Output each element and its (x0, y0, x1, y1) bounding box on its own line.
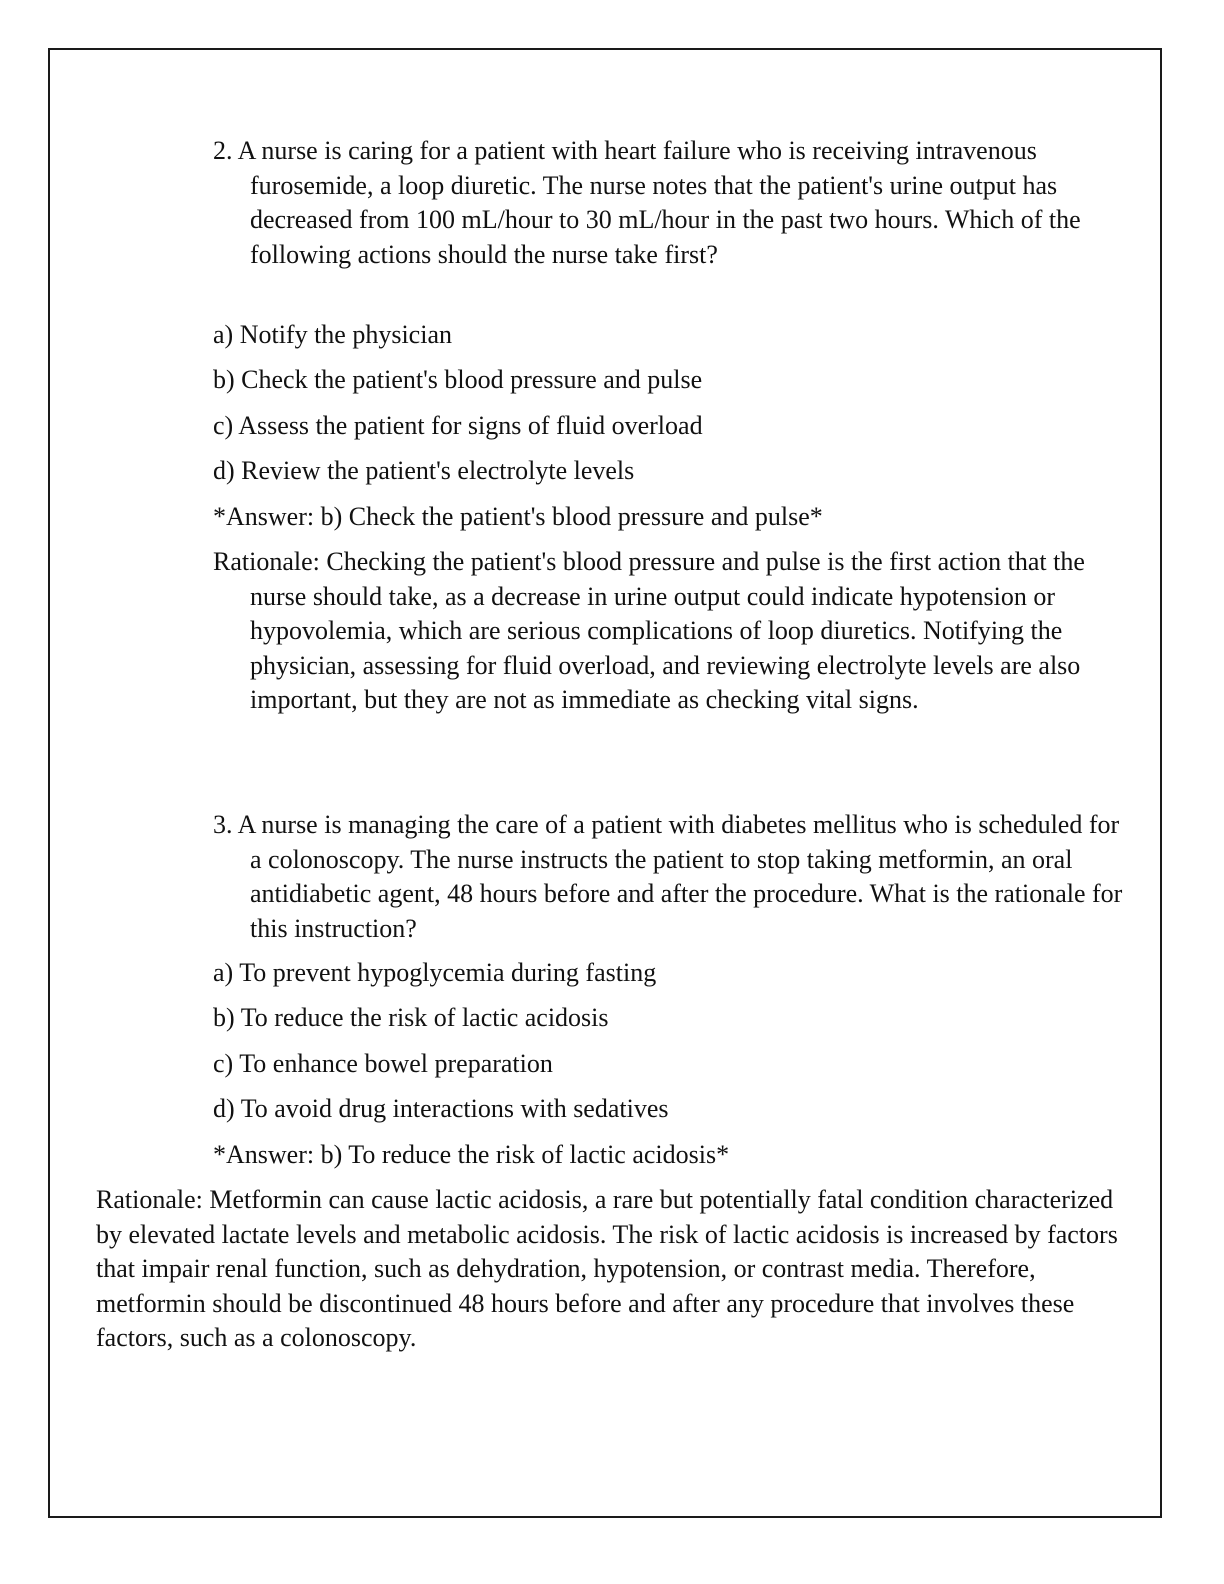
question-3-rationale: Rationale: Metformin can cause lactic acidosis, a rare but potentially fatal condition characterized by elevated lactate levels and metabolic acidosis. The risk of lactic acidosis is increased by factors that impair renal function, such as dehydration, hypotension, or contrast media. Therefore, metformin should be discontinued 48 hours before and after any procedure that involves these factors, such as a colonoscopy. (96, 1185, 1118, 1352)
question-2-stem: 2. A nurse is caring for a patient with heart failure who is receiving intravenous furosemide, a loop diuretic. The nurse notes that the patient's urine output has decreased from 100 mL/hour to 30 mL/hour in the past two hours. Which of the following actions should the nurse take first? (213, 136, 1081, 269)
question-3-option-c: c) To enhance bowel preparation (213, 1049, 553, 1078)
question-2-option-c: c) Assess the patient for signs of fluid overload (213, 411, 703, 440)
question-3-option-d: d) To avoid drug interactions with sedatives (213, 1094, 669, 1123)
question-3-option-b: b) To reduce the risk of lactic acidosis (213, 1003, 609, 1032)
question-2-option-b: b) Check the patient's blood pressure and pulse (213, 365, 703, 394)
question-2-rationale: Rationale: Checking the patient's blood pressure and pulse is the first action that the nurse should take, as a decrease in urine output could indicate hypotension or hypovolemia, which are serious complications of loop diuretics. Notifying the physician, assessing for fluid overload, and reviewing electrolyte levels are also important, but they are not as immediate as checking vital signs. (213, 547, 1085, 714)
question-2-answer: *Answer: b) Check the patient's blood pressure and pulse* (213, 502, 823, 531)
question-2-option-d: d) Review the patient's electrolyte levels (213, 456, 635, 485)
question-2-option-a: a) Notify the physician (213, 320, 452, 349)
question-3-option-a: a) To prevent hypoglycemia during fasting (213, 958, 657, 987)
question-3-stem: 3. A nurse is managing the care of a patient with diabetes mellitus who is scheduled for a colonoscopy. The nurse instructs the patient to stop taking metformin, an oral antidiabetic agent, 48 hours before and after the procedure. What is the rationale for this instruction? (213, 810, 1123, 943)
question-3-answer: *Answer: b) To reduce the risk of lactic acidosis* (213, 1140, 730, 1169)
